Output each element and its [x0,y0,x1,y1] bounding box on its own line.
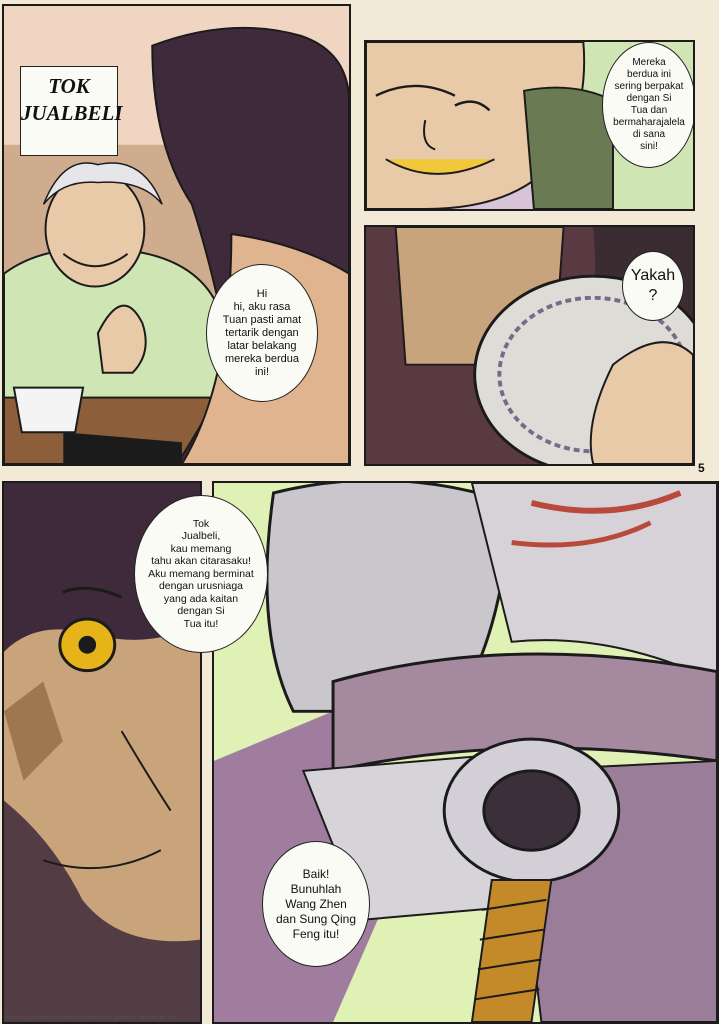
panel-straw-hat [364,225,695,466]
speech-bubble-tok-intro: Hi hi, aku rasa Tuan pasti amat tertarik dengan latar belakang mereka berdua ini! [206,264,318,402]
panel-tok-jualbeli [2,4,351,466]
panel-grinning-man [364,40,695,211]
caption-tok-jualbeli: TOK JUALBELI [20,66,118,156]
page-number: 5 [698,461,705,475]
speech-bubble-baik: Baik! Bunuhlah Wang Zhen dan Sung Qing Feng itu! [262,841,370,967]
speech-bubble-mereka: Mereka berdua ini sering berpakat dengan Si Tua dan bermaharajalela di sana sini! [602,42,695,168]
panel-masked-ninja [212,481,719,1024]
speech-bubble-yakah: Yakah ? [622,251,684,321]
speech-bubble-jualbeli: Tok Jualbeli, kau memang tahu akan citarasaku! Aku memang berminat dengan urusniaga yang ada kaitan dengan Si Tua itu! [134,495,268,653]
fineprint: This copy is intended with unique invisible codes, please for personal use only [4,1015,177,1021]
